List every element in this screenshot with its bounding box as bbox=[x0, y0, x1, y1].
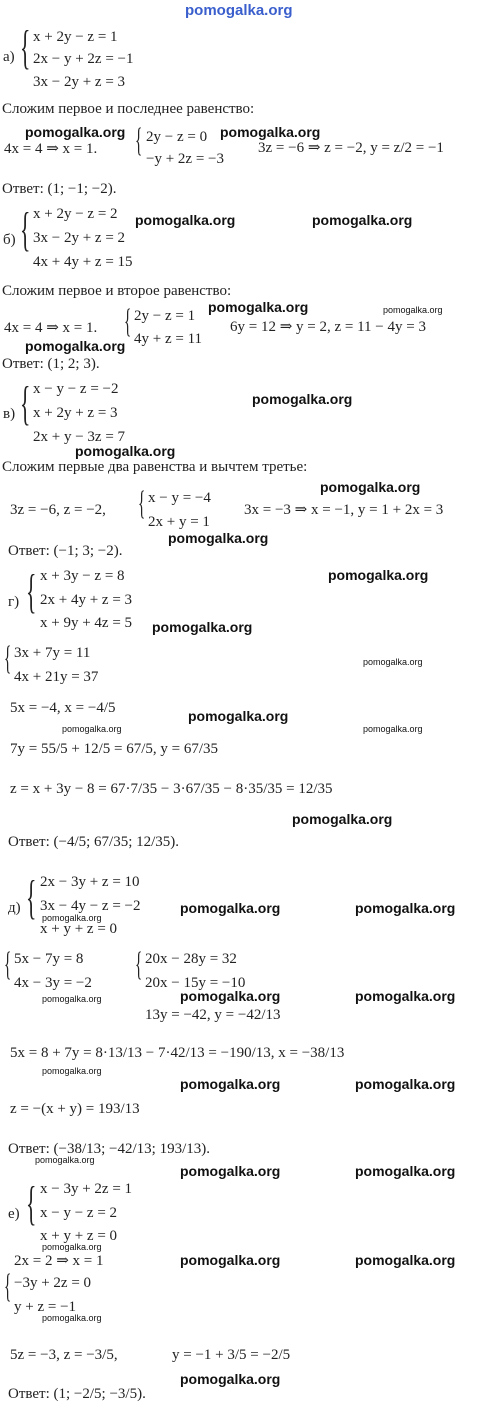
watermark: pomogalka.org bbox=[328, 567, 429, 583]
watermark: pomogalka.org bbox=[42, 1066, 102, 1076]
watermark: pomogalka.org bbox=[188, 708, 289, 724]
equation: x + 2y − z = 2 bbox=[33, 206, 118, 222]
equation: 2x = 2 ⇒ x = 1 bbox=[14, 1253, 104, 1269]
part-b-label: б) bbox=[3, 232, 16, 248]
equation: 4x + 21y = 37 bbox=[14, 669, 99, 685]
watermark: pomogalka.org bbox=[312, 212, 413, 228]
watermark: pomogalka.org bbox=[35, 1155, 95, 1165]
part-e-label: е) bbox=[8, 1206, 20, 1222]
equation: 4x + 4y + z = 15 bbox=[33, 254, 133, 270]
watermark: pomogalka.org bbox=[208, 299, 309, 315]
watermark: pomogalka.org bbox=[42, 1242, 102, 1252]
equation: x − y = −4 bbox=[148, 490, 211, 506]
equation: 3z = −6, z = −2, bbox=[10, 502, 106, 518]
equation: 5x = −4, x = −4/5 bbox=[10, 700, 116, 716]
answer: Ответ: (−1; 3; −2). bbox=[8, 543, 123, 559]
watermark: pomogalka.org bbox=[135, 212, 236, 228]
watermark: pomogalka.org bbox=[363, 724, 423, 734]
equation: 7y = 55/5 + 12/5 = 67/5, y = 67/35 bbox=[10, 741, 219, 757]
system-brace: { bbox=[26, 871, 37, 924]
watermark: pomogalka.org bbox=[355, 1252, 456, 1268]
system-brace: { bbox=[4, 640, 12, 677]
system-brace: { bbox=[20, 203, 31, 256]
equation: 20x − 28y = 32 bbox=[145, 951, 237, 967]
equation: 4y + z = 11 bbox=[134, 331, 203, 347]
system-brace: { bbox=[135, 122, 143, 159]
system-brace: { bbox=[124, 303, 132, 340]
answer: Ответ: (1; 2; 3). bbox=[2, 356, 100, 372]
equation: 2x − y + 2z = −1 bbox=[33, 51, 134, 67]
watermark: pomogalka.org bbox=[320, 479, 421, 495]
equation: y + z = −1 bbox=[14, 1299, 77, 1315]
part-g-label: г) bbox=[8, 594, 20, 610]
watermark: pomogalka.org bbox=[383, 305, 443, 315]
watermark: pomogalka.org bbox=[168, 530, 269, 546]
equation: 5z = −3, z = −3/5, bbox=[10, 1347, 118, 1363]
equation: x − 3y + 2z = 1 bbox=[40, 1181, 133, 1197]
watermark: pomogalka.org bbox=[180, 1163, 281, 1179]
equation: 6y = 12 ⇒ y = 2, z = 11 − 4y = 3 bbox=[230, 319, 426, 335]
equation: 2y − z = 1 bbox=[134, 308, 196, 324]
equation: 3x + 7y = 11 bbox=[14, 645, 91, 661]
step-text: Сложим первые два равенства и вычтем третье: bbox=[2, 459, 308, 475]
watermark: pomogalka.org bbox=[180, 900, 281, 916]
answer: Ответ: (1; −1; −2). bbox=[2, 181, 117, 197]
step-text: Сложим первое и последнее равенство: bbox=[2, 101, 255, 117]
answer: Ответ: (−4/5; 67/35; 12/35). bbox=[8, 834, 180, 850]
equation: 20x − 15y = −10 bbox=[145, 975, 246, 991]
watermark: pomogalka.org bbox=[42, 913, 102, 923]
system-brace: { bbox=[4, 1268, 12, 1305]
equation: 3x − 4y − z = −2 bbox=[40, 898, 141, 914]
equation: x + 9y + 4z = 5 bbox=[40, 615, 133, 631]
system-brace: { bbox=[138, 485, 146, 522]
watermark: pomogalka.org bbox=[25, 124, 126, 140]
equation: z = x + 3y − 8 = 67·7/35 − 3·67/35 − 8·35/35 = 12/35 bbox=[10, 781, 333, 797]
equation: 13y = −42, y = −42/13 bbox=[145, 1007, 281, 1023]
equation: x + 2y − z = 1 bbox=[33, 29, 118, 45]
watermark: pomogalka.org bbox=[363, 657, 423, 667]
equation: 5x − 7y = 8 bbox=[14, 951, 84, 967]
equation: 3x − 2y + z = 3 bbox=[33, 74, 126, 90]
system-brace: { bbox=[135, 946, 143, 983]
step-text: Сложим первое и второе равенство: bbox=[2, 283, 232, 299]
equation: 2x + y − 3z = 7 bbox=[33, 429, 126, 445]
equation: x + 3y − z = 8 bbox=[40, 568, 125, 584]
watermark: pomogalka.org bbox=[252, 391, 353, 407]
watermark: pomogalka.org bbox=[180, 1371, 281, 1387]
watermark: pomogalka.org bbox=[75, 443, 176, 459]
watermark: pomogalka.org bbox=[355, 1076, 456, 1092]
equation: 3x − 2y + z = 2 bbox=[33, 230, 126, 246]
watermark: pomogalka.org bbox=[180, 988, 281, 1004]
watermark: pomogalka.org bbox=[180, 1076, 281, 1092]
system-brace: { bbox=[4, 946, 12, 983]
answer: Ответ: (−38/13; −42/13; 193/13). bbox=[8, 1141, 211, 1157]
equation: 3x = −3 ⇒ x = −1, y = 1 + 2x = 3 bbox=[244, 502, 444, 518]
watermark: pomogalka.org bbox=[220, 124, 321, 140]
system-brace: { bbox=[20, 377, 31, 430]
equation: x − y − z = −2 bbox=[33, 381, 119, 397]
watermark: pomogalka.org bbox=[355, 900, 456, 916]
watermark: pomogalka.org bbox=[62, 724, 122, 734]
equation: 4x = 4 ⇒ x = 1. bbox=[4, 141, 98, 157]
watermark: pomogalka.org bbox=[292, 811, 393, 827]
equation: x + y + z = 0 bbox=[40, 1228, 118, 1244]
watermark: pomogalka.org bbox=[42, 994, 102, 1004]
watermark: pomogalka.org bbox=[42, 1313, 102, 1323]
watermark: pomogalka.org bbox=[25, 338, 126, 354]
equation: −y + 2z = −3 bbox=[146, 151, 224, 167]
equation: 2y − z = 0 bbox=[146, 129, 208, 145]
part-a-label: а) bbox=[3, 49, 15, 65]
system-brace: { bbox=[26, 1177, 37, 1230]
watermark: pomogalka.org bbox=[152, 619, 253, 635]
equation: −3y + 2z = 0 bbox=[14, 1275, 92, 1291]
answer: Ответ: (1; −2/5; −3/5). bbox=[8, 1386, 146, 1402]
equation: x − y − z = 2 bbox=[40, 1205, 118, 1221]
equation: x + y + z = 0 bbox=[40, 921, 118, 937]
equation: z = −(x + y) = 193/13 bbox=[10, 1101, 140, 1117]
equation: 4x = 4 ⇒ x = 1. bbox=[4, 320, 98, 336]
watermark: pomogalka.org bbox=[180, 1252, 281, 1268]
watermark-top: pomogalka.org bbox=[185, 2, 293, 19]
equation: 4x − 3y = −2 bbox=[14, 975, 92, 991]
system-brace: { bbox=[26, 565, 37, 618]
watermark: pomogalka.org bbox=[355, 988, 456, 1004]
equation: x + 2y + z = 3 bbox=[33, 405, 118, 421]
equation: 2x + 4y + z = 3 bbox=[40, 592, 133, 608]
equation: 2x + y = 1 bbox=[148, 514, 210, 530]
system-brace: { bbox=[20, 21, 31, 74]
equation: 3z = −6 ⇒ z = −2, y = z/2 = −1 bbox=[258, 140, 444, 156]
equation: y = −1 + 3/5 = −2/5 bbox=[172, 1347, 291, 1363]
equation: 5x = 8 + 7y = 8·13/13 − 7·42/13 = −190/13, x = −38/13 bbox=[10, 1045, 345, 1061]
equation: 2x − 3y + z = 10 bbox=[40, 874, 140, 890]
watermark: pomogalka.org bbox=[355, 1163, 456, 1179]
part-v-label: в) bbox=[3, 406, 16, 422]
part-d-label: д) bbox=[8, 900, 21, 916]
